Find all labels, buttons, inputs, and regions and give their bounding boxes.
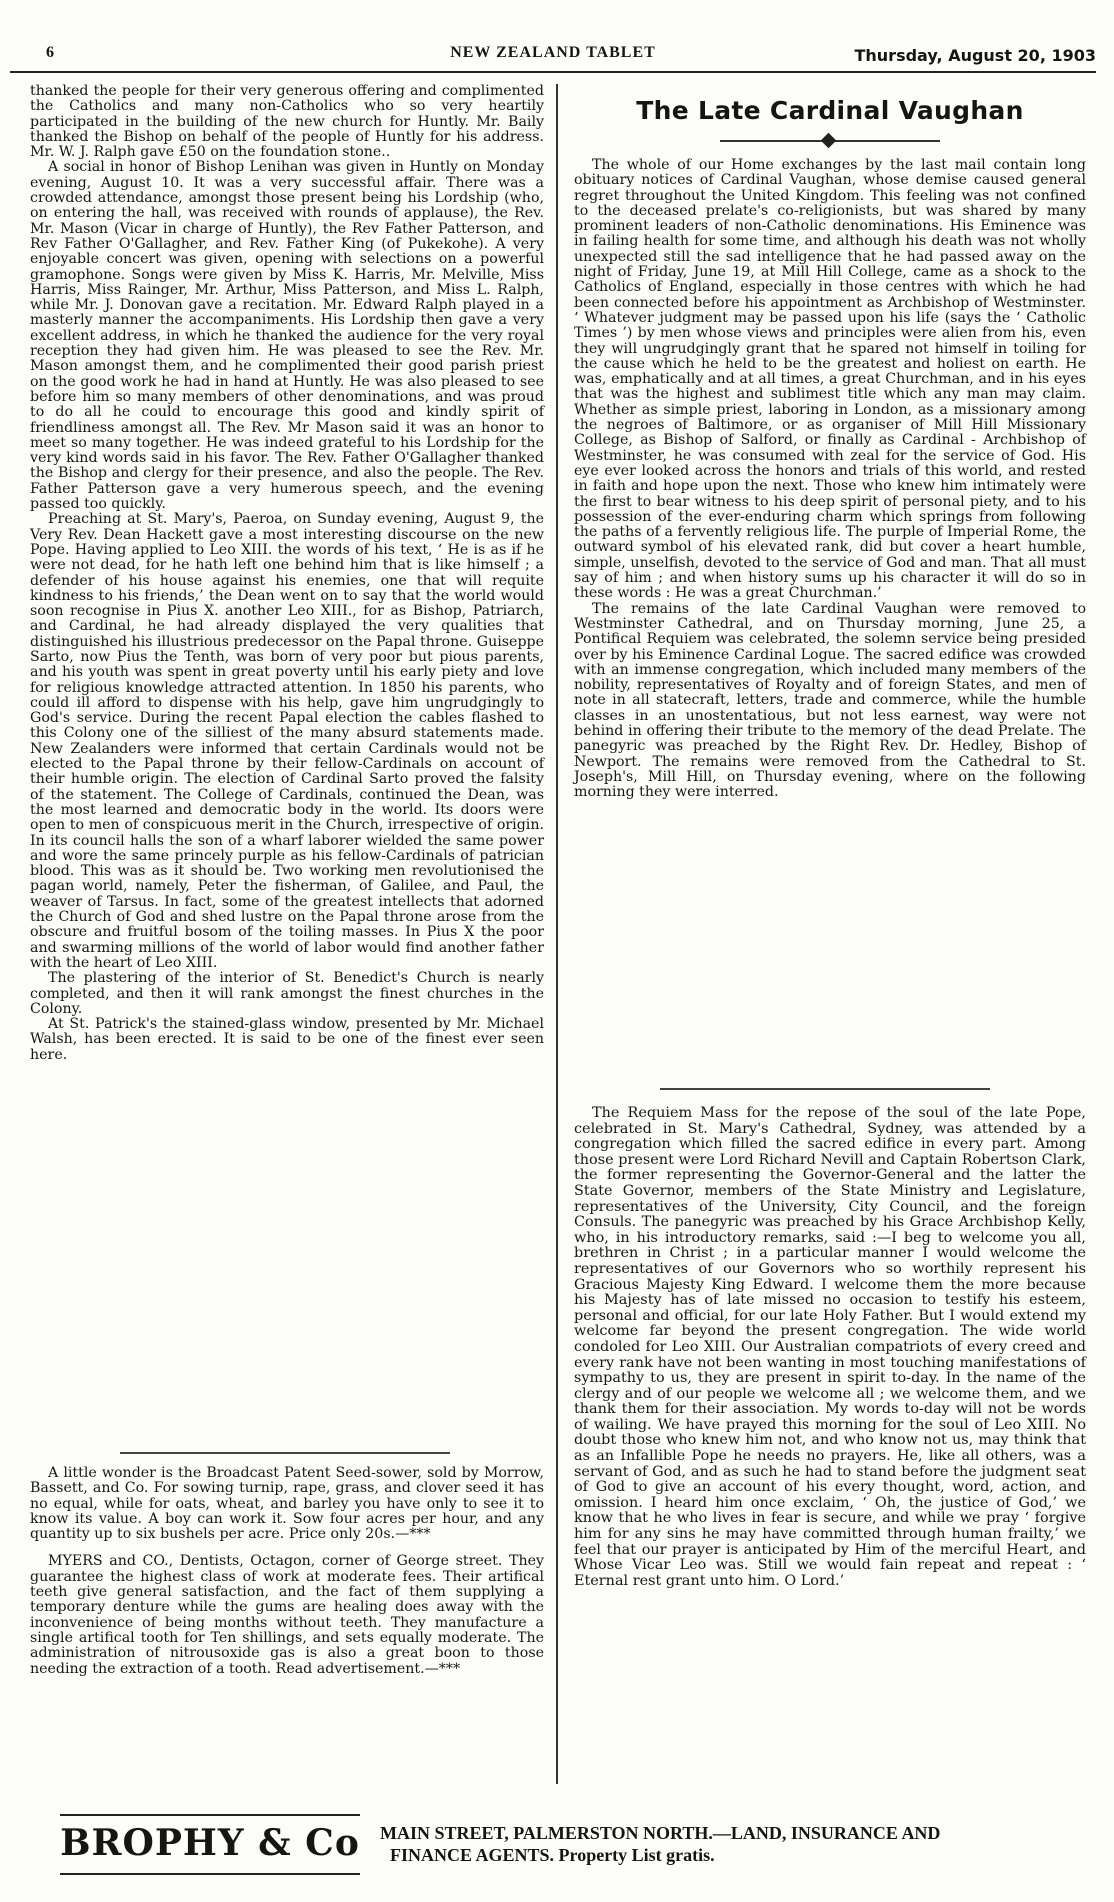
header-rule [10, 71, 1096, 73]
article-paragraph: Preaching at St. Mary's, Paeroa, on Sunday evening, August 9, the Very Rev. Dean Hackett gave a most interesting discourse on the new Pope. Having applied to Leo XIII. the words of his text, ‘ He is as if he were not dead, for he hath left one behind him that is like himself ; a defender of his house against his enemies, one that will requite kindness to his friends,’ the Dean went on to say that the world would soon recognise in Pius X. another Leo XIII., for as Bishop, Patriarch, and Cardinal, he had already displayed the very qualities that distinguished his illustrious predecessor on the Papal throne. Guiseppe Sarto, now Pius the Tenth, was born of very poor but pious parents, and his youth was spent in great poverty until his early piety and love for religious knowledge attracted attention. In 1850 his parents, who could ill afford to dispense with his help, gave him ungrudgingly to God's service. During the recent Papal election the cables flashed to this Colony one of the silliest of the many absurd statements made. New Zealanders were informed that certain Cardinals would not be elected to the Papal throne by their fellow-Cardinals on account of their humble origin. The election of Cardinal Sarto proved the falsity of the statement. The College of Cardinals, continued the Dean, was the most learned and democratic body in the world. Its doors were open to men of conspicuous merit in the Church, irrespective of origin. In its council halls the son of a wharf laborer wielded the same power and wore the same princely purple as his fellow-Cardinals of patrician blood. This was as it should be. Two working men revolutionised the pagan world, namely, Peter the fisherman, of Galilee, and Paul, the weaver of Tarsus. In fact, some of the greatest intellects that adorned the Church of God and shed lustre on the Papal throne arose from the obscure and fruitful bosom of the toiling masses. In Pius X the poor and swarming millions of the world of labor would find another father with the heart of Leo XIII. [30, 511, 544, 971]
ad-paragraph: MYERS and CO., Dentists, Octagon, corner of George street. They guarantee the highest class of work at moderate fees. Their artifical teeth give general satisfaction, and the fact of them supplying a temporary denture while the gums are healing does away with the inconvenience of being months without teeth. They manufacture a single artifical tooth for Ten shillings, and sets equally moderate. The administration of nitrousoxide gas is also a great boon to those needing the extraction of a tooth. Read advertisement.—*** [30, 1553, 544, 1677]
advertisements [30, 1466, 544, 1677]
article-paragraph: A social in honor of Bishop Lenihan was given in Huntly on Monday evening, August 10. It was a very successful affair. There was a crowded attendance, amongst those present being his Lordship (who, on entering the hall, was received with rounds of applause), the Rev. Mr. Mason (Vicar in charge of Huntly), the Rev Father Patterson, and Rev Father O'Gallagher, and Rev. Father King (of Pukekohe). A very enjoyable concert was given, opening with selections on a powerful gramophone. Songs were given by Miss K. Harris, Mr. Melville, Miss Harris, Miss Rainger, Mr. Arthur, Miss Patterson, and Miss L. Ralph, while Mr. J. Donovan gave a recitation. Mr. Edward Ralph played in a masterly manner the accompaniments. His Lordship then gave a very excellent address, in which he thanked the audience for the very royal reception they had given him. He was pleased to see the Rev. Mr. Mason amongst them, and he complimented their good parish priest on the good work he had in hand at Huntly. He was also pleased to see before him so many members of other denominations, and was proud to do all he could to encourage this good and kindly spirit of friendliness amongst all. The Rev. Mr Mason said it was an honor to meet so many together. He was indeed grateful to his Lordship for the very kind words said in his favor. The Rev. Father O'Gallagher thanked the Bishop and clergy for their presence, and also the people. The Rev. Father Patterson gave a very humerous speech, and the evening passed too quickly. [30, 159, 544, 513]
footer-address-line: FINANCE AGENTS. Property List gratis. [390, 1845, 715, 1865]
article-paragraph: At St. Patrick's the stained-glass window, presented by Mr. Michael Walsh, has been erected. It is said to be one of the finest ever seen here. [30, 1016, 544, 1063]
page-number: 6 [46, 44, 54, 61]
article-paragraph: The remains of the late Cardinal Vaughan were removed to Westminster Cathedral, and on Thursday morning, June 25, a Pontifical Requiem was celebrated, the solemn service being presided over by his Eminence Cardinal Logue. The sacred edifice was crowded with an immense congregation, which included many members of the nobility, representatives of Royalty and of foreign States, and men of note in all statecraft, letters, trade and commerce, while the humble classes in an unostentatious, but not less earnest, way were not behind in offering their tribute to the memory of the dead Prelate. The panegyric was preached by the Right Rev. Dr. Hedley, Bishop of Newport. The remains were removed from the Cathedral to St. Joseph's, Mill Hill, on Thursday evening, where on the following morning they were interred. [574, 600, 1086, 801]
left-column [30, 84, 544, 1063]
masthead: NEW ZEALAND TABLET [450, 44, 656, 61]
issue-date: Thursday, August 20, 1903 [854, 46, 1096, 65]
footer-address [380, 1822, 1080, 1866]
section-rule [120, 1452, 450, 1454]
article-paragraph: The Requiem Mass for the repose of the soul of the late Pope, celebrated in St. Mary's Cathedral, Sydney, was attended by a congregation which filled the sacred edifice in every part. Among those present were Lord Richard Nevill and Captain Robertson Clark, the former representing the Governor-General and the latter the State Governor, members of the State Ministry and Legislature, representatives of the University, City Council, and the foreign Consuls. The panegyric was preached by his Grace Archbishop Kelly, who, in his introductory remarks, said :—I beg to welcome you all, brethren in Christ ; in a particular manner I would welcome the representatives of our Governors who so worthily represent his Gracious Majesty King Edward. I welcome them the more because his Majesty has of late missed no occasion to testify his esteem, personal and official, for our late Holy Father. But I would extend my welcome far beyond the present congregation. The wide world condoled for Leo XIII. Our Australian compatriots of every creed and every rank have not been wanting in most touching manifestations of sympathy to us, they are present in spirit to-day. In the name of the clergy and of our people we welcome all ; we welcome them, and we thank them for their association. My words to-day will not be words of wailing. We have prayed this morning for the soul of Leo XIII. No doubt those who knew him not, and who know not us, may think that as an Infallible Pope he needs no prayers. He, like all others, was a servant of God, and as such he had to stand before the judgment seat of God to give an account of his every thought, word, action, and omission. I heard him once exclaim, ‘ Oh, the justice of God,’ we know that he who lives in fear is secure, and while we pray ‘ forgive him for any sins he may have committed through human frailty,’ we feel that our prayer is anticipated by Him of the merciful Heart, and Whose Vicar Leo was. Still we would fain repeat and repeat : ‘ Eternal rest grant unto him. O Lord.’ [574, 1105, 1086, 1589]
article-paragraph: The plastering of the interior of St. Benedict's Church is nearly completed, and then it will rank amongst the finest churches in the Colony. [30, 970, 544, 1017]
section-rule [660, 1088, 990, 1090]
footer-address-line: MAIN STREET, PALMERSTON NORTH.—LAND, INSURANCE AND [380, 1823, 941, 1843]
page-header [10, 44, 1096, 70]
ad-paragraph: A little wonder is the Broadcast Patent Seed-sower, sold by Morrow, Bassett, and Co. For sowing turnip, rape, grass, and clover seed it has no equal, while for oats, wheat, and barley you have only to see it to know its value. A boy can work it. Sow four acres per hour, and any quantity up to six bushels per acre. Price only 20s.—*** [30, 1465, 544, 1543]
column-divider [556, 84, 558, 1784]
requiem-article [574, 1106, 1086, 1589]
article-paragraph: thanked the people for their very generous offering and complimented the Catholics and many non-Catholics who so very heartily participated in the building of the new church for Huntly. Mr. Baily thanked the Bishop on behalf of the people of Huntly for his address. Mr. W. J. Ralph gave £50 on the foundation stone.. [30, 83, 544, 161]
footer-brand: BROPHY & Co [60, 1822, 360, 1864]
article-paragraph: The whole of our Home exchanges by the last mail contain long obituary notices of Cardinal Vaughan, whose demise caused general regret throughout the United Kingdom. This feeling was not confined to the deceased prelate's co-religionists, but was shared by many prominent leaders of non-Catholic denominations. His Eminence was in failing health for some time, and although his death was not wholly unexpected still the sad intelligence that he had passed away on the night of Friday, June 19, at Mill Hill College, came as a shock to the Catholics of England, especially in those centres with which he had been connected before his appointment as Archbishop of Westminster. ‘ Whatever judgment may be passed upon his life (says the ‘ Catholic Times ’) by men whose views and principles were alien from his, even they will ungrudgingly grant that he spared not himself in toiling for the cause which he held to be the greatest and holiest on earth. He was, emphatically and at all times, a great Churchman, and in his eyes that was the highest and sublimest title which any man may claim. Whether as simple priest, laboring in London, as a missionary among the negroes of Baltimore, or as organiser of Mill Hill Missionary College, as Bishop of Salford, or finally as Cardinal - Archbishop of Westminster, he was consumed with zeal for the service of God. His eye ever looked across the honors and trials of this world, and rested in faith and hope upon the next. Those who knew him intimately were the first to bear witness to his deep spirit of personal piety, and to his possession of the ever-enduring charm which springs from following the paths of a fervently religious life. The purple of Imperial Rome, the outward symbol of his elevated rank, did but cover a heart humble, simple, unselfish, devoted to the service of God and man. That all must say of him ; and when history sums up his character it will do so in these words : He was a great Churchman.’ [574, 157, 1086, 602]
footer-rule [60, 1814, 360, 1816]
footer-rule [60, 1873, 360, 1875]
article-title: The Late Cardinal Vaughan [636, 96, 1024, 125]
title-ornament [720, 134, 940, 148]
vaughan-article [574, 158, 1086, 800]
